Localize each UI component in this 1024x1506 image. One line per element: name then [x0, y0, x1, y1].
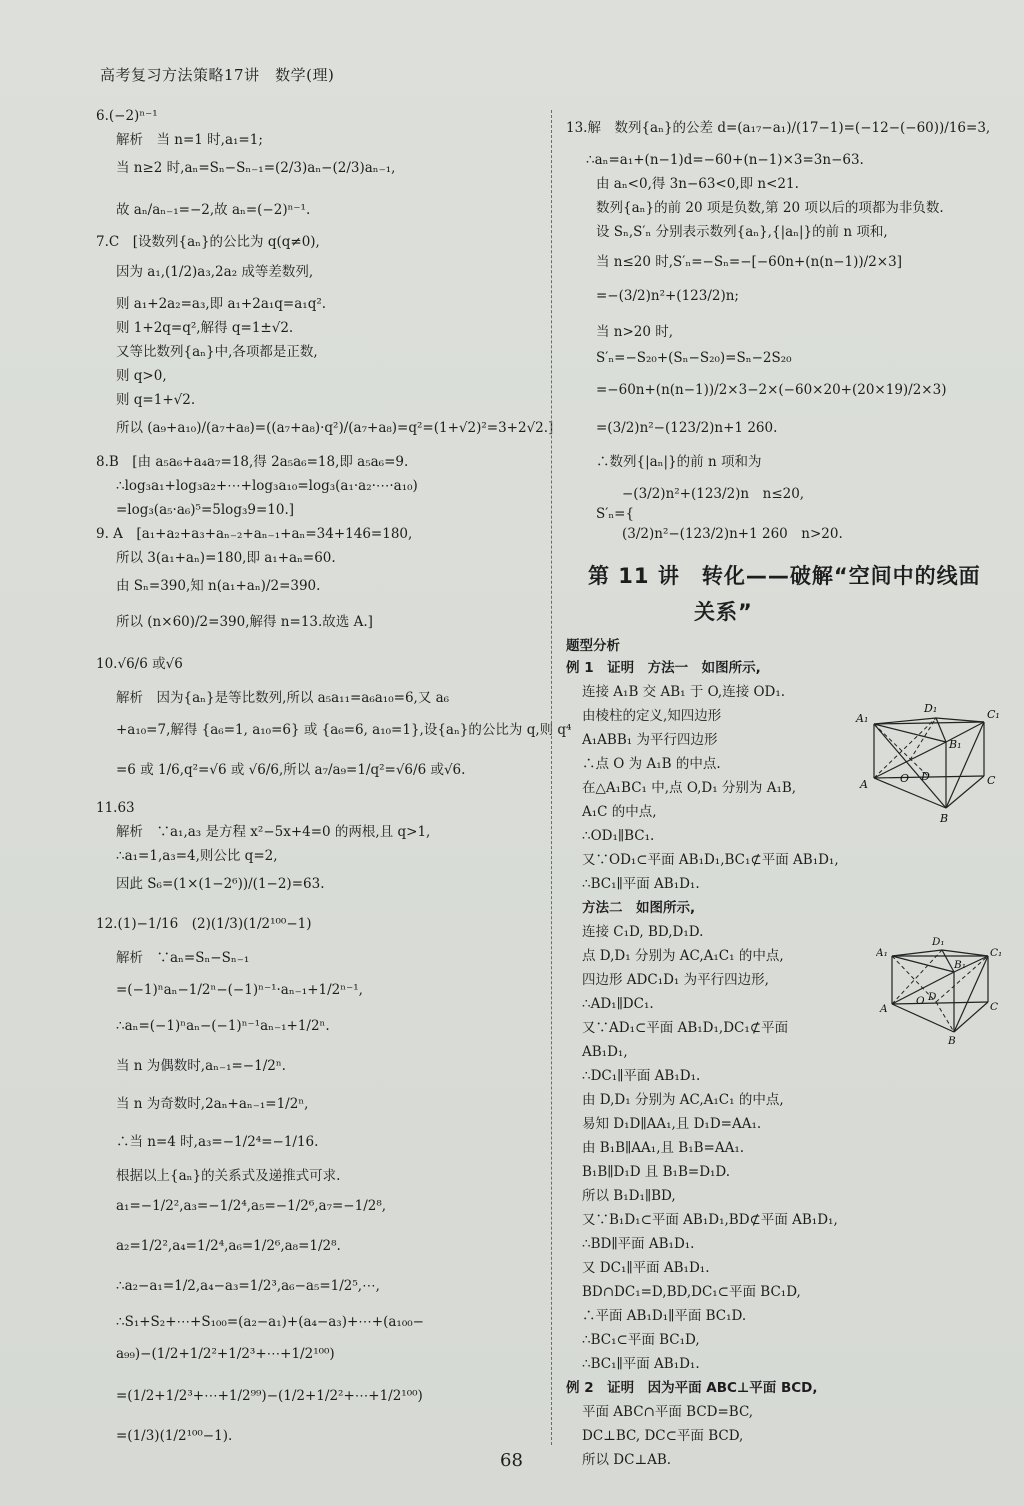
right-text-line: ∴BC₁⊂平面 BC₁D,	[582, 1332, 700, 1348]
right-text-line: BD∩DC₁=D,BD,DC₁⊂平面 BC₁D,	[582, 1284, 801, 1300]
left-text-line: 解析 因为{aₙ}是等比数列,所以 a₅a₁₁=a₆a₁₀=6,又 a₆	[116, 690, 450, 706]
left-text-line: 所以 3(a₁+aₙ)=180,即 a₁+aₙ=60.	[116, 550, 336, 566]
right-text-line: =(3/2)n²−(123/2)n+1 260.	[596, 420, 778, 436]
right-text-line: 当 n≤20 时,S′ₙ=−Sₙ=−[−60n+(n(n−1))/2×3]	[596, 254, 902, 270]
left-text-line: =(−1)ⁿaₙ−1/2ⁿ−(−1)ⁿ⁻¹·aₙ₋₁+1/2ⁿ⁻¹,	[116, 982, 363, 998]
label2-c: C	[990, 1001, 999, 1013]
right-text-line: AB₁D₁,	[582, 1044, 628, 1060]
prism-figure-2	[876, 936, 1006, 1048]
label-a1: A₁	[856, 712, 869, 725]
left-text-line: ∴当 n=4 时,a₃=−1/2⁴=−1/16.	[116, 1134, 319, 1150]
left-text-line: 所以 (a₉+a₁₀)/(a₇+a₈)=((a₇+a₈)·q²)/(a₇+a₈)=q²=(1+√2)²=3+2√2.]	[116, 420, 554, 436]
left-text-line: ∴a₂−a₁=1/2,a₄−a₃=1/2³,a₆−a₅=1/2⁵,⋯,	[116, 1278, 380, 1294]
right-text-line: ∴aₙ=a₁+(n−1)d=−60+(n−1)×3=3n−63.	[586, 152, 864, 168]
left-text-line: 则 a₁+2a₂=a₃,即 a₁+2a₁q=a₁q².	[116, 296, 327, 312]
page-number: 68	[500, 1450, 523, 1471]
left-text-line: 9. A [a₁+a₂+a₃+aₙ₋₂+aₙ₋₁+aₙ=34+146=180,	[96, 526, 413, 542]
column-divider	[551, 110, 552, 1445]
right-text-line: ∴BC₁∥平面 AB₁D₁.	[582, 1356, 700, 1372]
right-text-line: 数列{aₙ}的前 20 项是负数,第 20 项以后的项都为非负数.	[596, 200, 944, 216]
right-text-line: 四边形 ADC₁D₁ 为平行四边形,	[582, 972, 769, 988]
label-o: O	[900, 772, 910, 785]
right-text-line: 平面 ABC∩平面 BCD=BC,	[582, 1404, 754, 1420]
right-text-line: 连接 C₁D, BD,D₁D.	[582, 924, 704, 940]
left-text-line: 则 q>0,	[116, 368, 167, 384]
right-text-line: 例 1 证明 方法一 如图所示,	[566, 660, 761, 676]
left-text-line: 解析 ∵aₙ=Sₙ−Sₙ₋₁	[116, 950, 250, 966]
label-d1: D₁	[924, 702, 938, 715]
right-text-line: 例 2 证明 因为平面 ABC⊥平面 BCD,	[566, 1380, 818, 1396]
label-a: A	[860, 778, 868, 791]
left-text-line: 解析 ∵a₁,a₃ 是方程 x²−5x+4=0 的两根,且 q>1,	[116, 824, 431, 840]
left-text-line: 6.(−2)ⁿ⁻¹	[96, 108, 158, 124]
right-text-line: −(3/2)n²+(123/2)n n≤20,	[622, 486, 805, 502]
right-text-line: 又∵OD₁⊂平面 AB₁D₁,BC₁⊄平面 AB₁D₁,	[582, 852, 839, 868]
right-text-line: 所以 B₁D₁∥BD,	[582, 1188, 676, 1204]
label2-b: B	[948, 1035, 956, 1047]
right-text-line: (3/2)n²−(123/2)n+1 260 n>20.	[622, 526, 843, 542]
right-text-line: ∴点 O 为 A₁B 的中点.	[582, 756, 721, 772]
left-text-line: 解析 当 n=1 时,a₁=1;	[116, 132, 263, 148]
left-text-line: ∴S₁+S₂+⋯+S₁₀₀=(a₂−a₁)+(a₄−a₃)+⋯+(a₁₀₀−	[116, 1314, 424, 1330]
right-text-line: 点 D,D₁ 分别为 AC,A₁C₁ 的中点,	[582, 948, 784, 964]
right-text-line: ∴BC₁∥平面 AB₁D₁.	[582, 876, 700, 892]
right-text-line: =−(3/2)n²+(123/2)n;	[596, 288, 739, 304]
label-c: C	[987, 774, 996, 787]
left-text-line: =log₃(a₅·a₆)⁵=5log₃9=10.]	[116, 502, 295, 518]
right-text-line: 由 B₁B∥AA₁,且 B₁B=AA₁.	[582, 1140, 745, 1156]
right-text-line: ∴BD∥平面 AB₁D₁.	[582, 1236, 695, 1252]
label-b1: B₁	[949, 738, 962, 751]
left-text-line: 当 n≥2 时,aₙ=Sₙ−Sₙ₋₁=(2/3)aₙ−(2/3)aₙ₋₁,	[116, 160, 396, 176]
right-text-line: 由 aₙ<0,得 3n−63<0,即 n<21.	[596, 176, 799, 192]
left-text-line: a₂=1/2²,a₄=1/2⁴,a₆=1/2⁶,a₈=1/2⁸.	[116, 1238, 341, 1254]
label2-c1: C₁	[990, 947, 1003, 959]
left-text-line: ∴a₁=1,a₃=4,则公比 q=2,	[116, 848, 278, 864]
left-text-line: 当 n 为奇数时,2aₙ+aₙ₋₁=1/2ⁿ,	[116, 1096, 309, 1112]
left-text-line: 12.(1)−1/16 (2)(1/3)(1/2¹⁰⁰−1)	[96, 916, 312, 932]
label2-d: D	[928, 991, 937, 1003]
left-text-line: 因为 a₁,(1/2)a₃,2a₂ 成等差数列,	[116, 264, 314, 280]
label2-b1: B₁	[954, 959, 966, 971]
left-text-line: ∴log₃a₁+log₃a₂+⋯+log₃a₁₀=log₃(a₁·a₂·⋯·a₁₀)	[116, 478, 418, 494]
left-text-line: 11.63	[96, 800, 135, 816]
left-text-line: a₉₉)−(1/2+1/2²+1/2³+⋯+1/2¹⁰⁰)	[116, 1346, 335, 1362]
page-header: 高考复习方法策略17讲 数学(理)	[100, 66, 335, 84]
right-text-line: 又∵B₁D₁⊂平面 AB₁D₁,BD⊄平面 AB₁D₁,	[582, 1212, 838, 1228]
left-text-line: 所以 (n×60)/2=390,解得 n=13.故选 A.]	[116, 614, 373, 630]
right-text-line: A₁ABB₁ 为平行四边形	[582, 732, 718, 748]
right-text-line: ∴平面 AB₁D₁∥平面 BC₁D.	[582, 1308, 747, 1324]
right-text-line: ∴OD₁∥BC₁.	[582, 828, 655, 844]
right-text-line: DC⊥BC, DC⊂平面 BCD,	[582, 1428, 744, 1444]
right-text-line: =−60n+(n(n−1))/2×3−2×(−60×20+(20×19)/2×3)	[596, 382, 947, 398]
right-text-line: A₁C 的中点,	[582, 804, 657, 820]
left-text-line: a₁=−1/2²,a₃=−1/2⁴,a₅=−1/2⁶,a₇=−1/2⁸,	[116, 1198, 387, 1214]
left-text-line: =(1/3)(1/2¹⁰⁰−1).	[116, 1428, 233, 1444]
left-text-line: 则 1+2q=q²,解得 q=1±√2.	[116, 320, 294, 336]
label-d: D	[921, 770, 930, 783]
left-text-line: 由 Sₙ=390,知 n(a₁+aₙ)/2=390.	[116, 578, 321, 594]
left-text-line: 10.√6/6 或√6	[96, 656, 183, 672]
label2-a1: A₁	[876, 947, 888, 959]
right-text-line: 13.解 数列{aₙ}的公差 d=(a₁₇−a₁)/(17−1)=(−12−(−60))/16=3,	[566, 120, 991, 136]
left-text-line: +a₁₀=7,解得 {a₆=1, a₁₀=6} 或 {a₆=6, a₁₀=1},设{aₙ}的公比为 q,则 q⁴	[116, 722, 572, 738]
right-text-line: 由棱柱的定义,知四边形	[582, 708, 722, 724]
right-text-line: 设 Sₙ,S′ₙ 分别表示数列{aₙ},{|aₙ|}的前 n 项和,	[596, 224, 888, 240]
left-text-line: 8.B [由 a₅a₆+a₄a₇=18,得 2a₅a₆=18,即 a₅a₆=9.	[96, 454, 409, 470]
prism-figure-1	[854, 700, 1004, 824]
right-text-line: B₁B∥D₁D 且 B₁B=D₁D.	[582, 1164, 731, 1180]
right-text-line: 所以 DC⊥AB.	[582, 1452, 672, 1468]
left-text-line: =(1/2+1/2³+⋯+1/2⁹⁹)−(1/2+1/2²+⋯+1/2¹⁰⁰)	[116, 1388, 423, 1404]
left-text-line: 当 n 为偶数时,aₙ₋₁=−1/2ⁿ.	[116, 1058, 286, 1074]
right-text-line: 方法二 如图所示,	[582, 900, 696, 916]
left-text-line: ∴aₙ=(−1)ⁿaₙ−(−1)ⁿ⁻¹aₙ₋₁+1/2ⁿ.	[116, 1018, 330, 1034]
right-text-line: S′ₙ=−S₂₀+(Sₙ−S₂₀)=Sₙ−2S₂₀	[596, 350, 792, 366]
left-text-line: =6 或 1/6,q²=√6 或 √6/6,所以 a₇/a₉=1/q²=√6/6 或√6.	[116, 762, 466, 778]
label-c1: C₁	[987, 708, 1000, 721]
right-text-line: ∴数列{|aₙ|}的前 n 项和为	[596, 454, 762, 470]
left-text-line: 根据以上{aₙ}的关系式及递推式可求.	[116, 1168, 341, 1184]
label2-o: O	[916, 995, 925, 1007]
right-text-line: ∴AD₁∥DC₁.	[582, 996, 654, 1012]
right-text-line: ∴DC₁∥平面 AB₁D₁.	[582, 1068, 701, 1084]
label2-a: A	[880, 1003, 888, 1015]
right-text-line: 由 D,D₁ 分别为 AC,A₁C₁ 的中点,	[582, 1092, 784, 1108]
right-text-line: 又∵AD₁⊂平面 AB₁D₁,DC₁⊄平面	[582, 1020, 789, 1036]
right-text-line: 易知 D₁D∥AA₁,且 D₁D=AA₁.	[582, 1116, 762, 1132]
left-text-line: 因此 S₆=(1×(1−2⁶))/(1−2)=63.	[116, 876, 325, 892]
left-text-line: 则 q=1+√2.	[116, 392, 196, 408]
right-text-line: 连接 A₁B 交 AB₁ 于 O,连接 OD₁.	[582, 684, 786, 700]
right-text-line: 当 n>20 时,	[596, 324, 674, 340]
left-text-line: 7.C [设数列{aₙ}的公比为 q(q≠0),	[96, 234, 320, 250]
right-text-line: 在△A₁BC₁ 中,点 O,D₁ 分别为 A₁B,	[582, 780, 797, 796]
right-text-line: S′ₙ={	[596, 506, 635, 522]
left-text-line: 又等比数列{aₙ}中,各项都是正数,	[116, 344, 318, 360]
right-text-line: 又 DC₁∥平面 AB₁D₁.	[582, 1260, 710, 1276]
label2-d1: D₁	[932, 936, 945, 948]
chapter-title-line1: 第 11 讲 转化——破解“空间中的线面	[588, 564, 981, 588]
label-b: B	[940, 812, 949, 824]
chapter-title-line2: 关系”	[694, 600, 753, 624]
right-text-line: 题型分析	[566, 638, 620, 654]
left-text-line: 故 aₙ/aₙ₋₁=−2,故 aₙ=(−2)ⁿ⁻¹.	[116, 202, 311, 218]
